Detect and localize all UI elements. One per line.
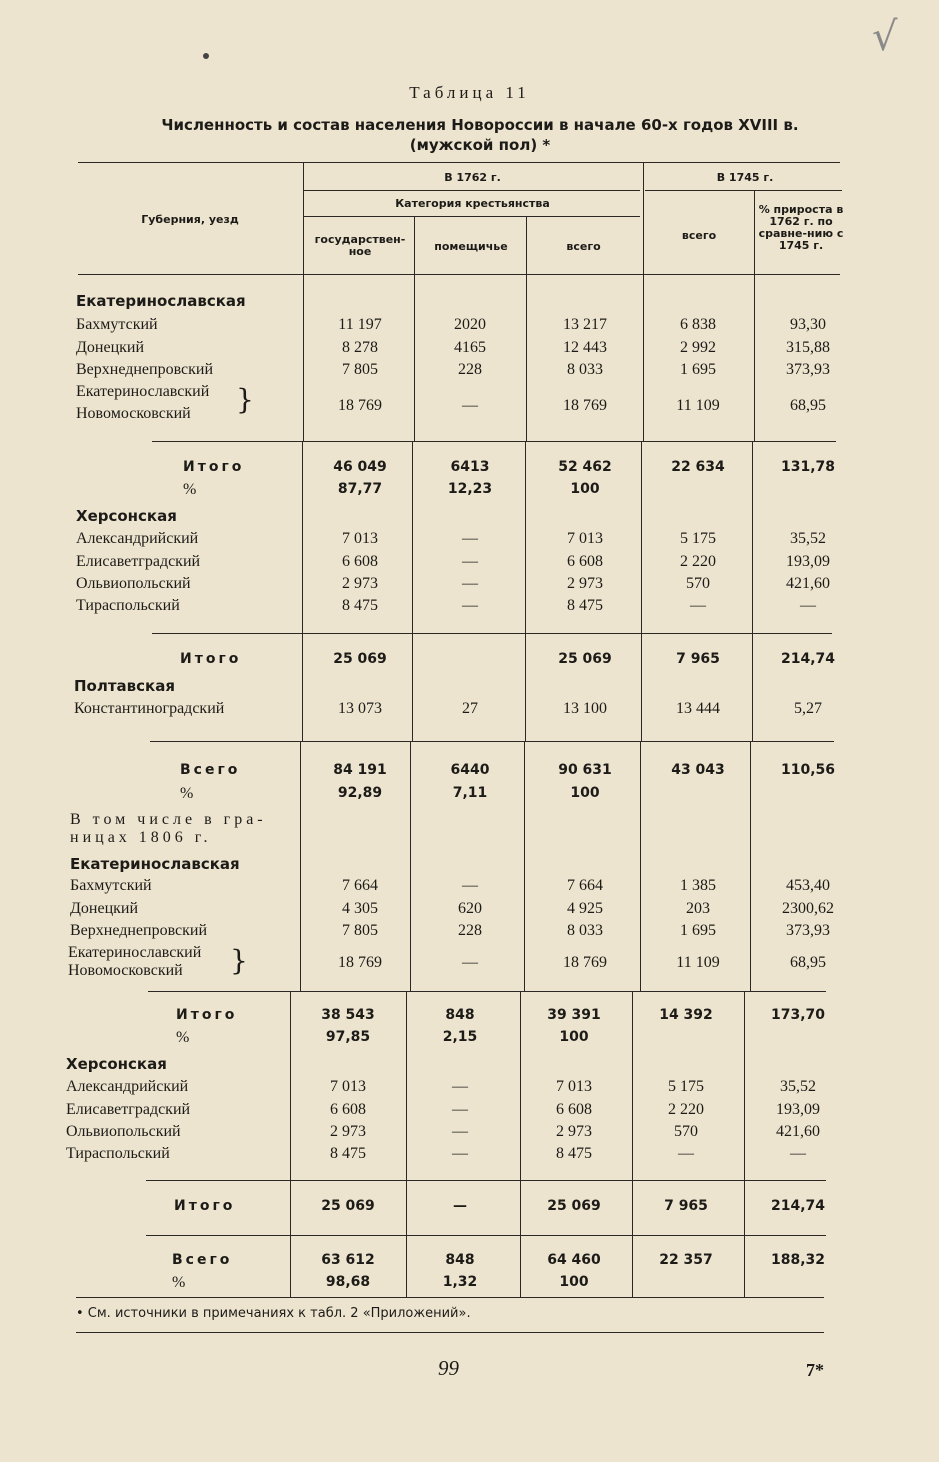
row-label: В том числе в гра- [70, 811, 267, 828]
header-bottom-rule [78, 274, 840, 275]
cell-total-1762: 39 391 [547, 1007, 601, 1023]
cell-landlord: 2020 [454, 316, 486, 333]
cell-total-1745: 2 992 [680, 339, 716, 356]
cell-state: 7 013 [342, 530, 378, 547]
cell-state: 8 475 [330, 1145, 366, 1162]
cell-total-1745: 2 220 [680, 553, 716, 570]
cell-total-1762: 13 100 [563, 700, 607, 717]
cell-growth: 373,93 [786, 922, 830, 939]
vline-b4 [641, 441, 642, 741]
total-label: Всего [180, 762, 241, 778]
row-label: Екатеринославский [76, 383, 210, 400]
row-label: Новомосковский [76, 405, 191, 422]
cell-state: 7 664 [342, 877, 378, 894]
vline-c3 [524, 741, 525, 991]
top-rule [78, 162, 840, 163]
row-label: Верхнеднепровский [76, 361, 214, 378]
cell-total-1762: 4 925 [567, 900, 603, 917]
total-label: Итого [180, 651, 242, 667]
region-heading: Херсонская [76, 507, 177, 525]
cell-total-1745: 11 109 [676, 397, 720, 414]
row-label: Александрийский [76, 530, 199, 547]
cell-growth: 188,32 [770, 1252, 826, 1268]
vline-2 [414, 216, 415, 441]
cell-landlord: — [462, 597, 478, 614]
pencil-checkmark-icon: √ [872, 14, 898, 60]
vline-b3 [525, 441, 526, 741]
region-heading: Екатеринославская [76, 292, 246, 310]
cell-total-1762: 2 973 [567, 575, 603, 592]
cell-state: 7 805 [342, 361, 378, 378]
row-label: Ольвиопольский [76, 575, 191, 592]
region-heading: Екатеринославская [70, 855, 240, 873]
page-number: 99 [438, 1356, 459, 1380]
cell-total-1745: 570 [686, 575, 710, 592]
cell-growth: 315,88 [786, 339, 830, 356]
cell-landlord: 6413 [450, 459, 490, 475]
vline-5 [754, 190, 755, 441]
title-line-2: (мужской пол) * [409, 136, 551, 154]
vline-d4 [632, 991, 633, 1297]
cell-state: 6 608 [342, 553, 378, 570]
cell-landlord: 12,23 [447, 481, 493, 497]
cell-landlord: — [462, 954, 478, 971]
cell-growth: 35,52 [780, 1078, 816, 1095]
cell-total-1745: 5 175 [668, 1078, 704, 1095]
cell-state: 84 191 [333, 762, 387, 778]
cell-landlord: — [452, 1123, 468, 1140]
header-landlord: помещичье [434, 240, 508, 253]
row-label: Верхнеднепровский [70, 922, 208, 939]
percent-label: % [172, 1274, 186, 1291]
cell-total-1762: 2 973 [556, 1123, 592, 1140]
cell-landlord: — [462, 397, 478, 414]
cell-total-1745: 7 965 [676, 651, 720, 667]
vline-c1 [300, 741, 301, 991]
cell-total-1762: 7 013 [556, 1078, 592, 1095]
cell-state: 7 013 [330, 1078, 366, 1095]
vline-c2 [410, 741, 411, 991]
cell-state: 46 049 [333, 459, 387, 475]
cell-state: 8 475 [342, 597, 378, 614]
cell-total-1745: 203 [686, 900, 710, 917]
cell-growth: — [800, 597, 816, 614]
cell-total-1762: 18 769 [563, 954, 607, 971]
vline-b2 [412, 441, 413, 741]
cell-state: 18 769 [338, 954, 382, 971]
cell-landlord: 228 [458, 361, 482, 378]
bottom-rule [76, 1332, 824, 1333]
cell-total-1762: 18 769 [563, 397, 607, 414]
total-label: Итого [174, 1198, 236, 1214]
vline-d1 [290, 991, 291, 1297]
cell-total-1745: 1 385 [680, 877, 716, 894]
cell-growth: 453,40 [786, 877, 830, 894]
region-heading: Херсонская [66, 1055, 167, 1073]
cell-landlord: — [452, 1101, 468, 1118]
row-label: Бахмутский [70, 877, 152, 894]
cell-state: 2 973 [330, 1123, 366, 1140]
cell-total-1745: 13 444 [676, 700, 720, 717]
cell-total-1745: 22 357 [659, 1252, 713, 1268]
cell-total-1762: 8 033 [567, 361, 603, 378]
cell-landlord: 4165 [454, 339, 486, 356]
percent-label: % [183, 481, 197, 498]
cell-total-1762: 8 033 [567, 922, 603, 939]
cell-growth: 193,09 [786, 553, 830, 570]
row-label: Бахмутский [76, 316, 158, 333]
cell-landlord: — [453, 1198, 467, 1214]
footnote-rule [76, 1297, 824, 1298]
cell-total-1762: 8 475 [567, 597, 603, 614]
cell-total-1745: 5 175 [680, 530, 716, 547]
cell-landlord: 7,11 [452, 785, 488, 801]
header-region: Губерния, уезд [141, 213, 239, 226]
cell-landlord: — [462, 877, 478, 894]
cell-total-1745: — [690, 597, 706, 614]
rule-sec3 [150, 741, 834, 742]
rule-sec1 [152, 441, 836, 442]
region-heading: Полтавская [74, 677, 175, 695]
total-label: Итого [183, 459, 245, 475]
cell-total-1745: 6 838 [680, 316, 716, 333]
cell-total-1745: 43 043 [671, 762, 725, 778]
cell-growth: 68,95 [790, 954, 826, 971]
header-1762: В 1762 г. [444, 171, 501, 184]
cell-landlord: 848 [445, 1252, 475, 1268]
title-line-1: Численность и состав населения Новороссии в начале 60-х годов XVIII в. [161, 116, 799, 134]
cell-total-1762: 25 069 [558, 651, 612, 667]
total-label: Итого [176, 1007, 238, 1023]
row-label: Екатеринославский [68, 944, 202, 961]
cell-state: 98,68 [325, 1274, 371, 1290]
cell-total-1762: 13 217 [563, 316, 607, 333]
cell-growth: 68,95 [790, 397, 826, 414]
vline-4 [643, 163, 644, 441]
cell-growth: — [790, 1145, 806, 1162]
cell-growth: 131,78 [780, 459, 836, 475]
cell-state: 25 069 [321, 1198, 375, 1214]
header-state: государствен-ное [314, 233, 406, 258]
row-label: ницах 1806 г. [70, 829, 212, 846]
cell-landlord: 6440 [450, 762, 490, 778]
header-growth: % прироста в 1762 г. по сравне-нию с 1745 г. [758, 203, 844, 252]
row-label: Донецкий [76, 339, 145, 356]
cell-state: 4 305 [342, 900, 378, 917]
row-label: Донецкий [70, 900, 139, 917]
row-label: Тираспольский [76, 597, 180, 614]
cell-total-1762: 90 631 [558, 762, 612, 778]
cell-total-1745: 1 695 [680, 361, 716, 378]
header-1745: В 1745 г. [716, 171, 774, 184]
brace-1: } [236, 383, 254, 416]
cell-state: 7 805 [342, 922, 378, 939]
cell-state: 6 608 [330, 1101, 366, 1118]
rule-sec4 [148, 991, 826, 992]
vline-d2 [406, 991, 407, 1297]
cell-growth: 5,27 [794, 700, 822, 717]
cell-total-1762: 7 013 [567, 530, 603, 547]
header-total-1745: всего [681, 229, 717, 242]
vline-1 [303, 163, 304, 441]
cell-landlord: 620 [458, 900, 482, 917]
cell-landlord: — [452, 1145, 468, 1162]
cell-total-1745: 14 392 [659, 1007, 713, 1023]
row-label: Елисаветградский [66, 1101, 191, 1118]
brace-2: } [230, 944, 248, 977]
row-label: Елисаветградский [76, 553, 201, 570]
vline-c5 [750, 741, 751, 991]
cell-total-1745: 22 634 [671, 459, 725, 475]
table-number: Таблица 11 [409, 83, 530, 102]
vline-b1 [302, 441, 303, 741]
cell-total-1762: 7 664 [567, 877, 603, 894]
cell-landlord: — [462, 553, 478, 570]
cell-growth: 110,56 [780, 762, 836, 778]
row-label: Константиноградский [74, 700, 225, 717]
cell-total-1762: 12 443 [563, 339, 607, 356]
header-total-1762: всего [566, 240, 601, 253]
cell-landlord: — [452, 1078, 468, 1095]
cell-landlord: 27 [462, 700, 478, 717]
cell-state: 11 197 [338, 316, 382, 333]
cell-landlord: 848 [445, 1007, 475, 1023]
vline-c4 [640, 741, 641, 991]
cell-state: 97,85 [325, 1029, 371, 1045]
cell-state: 2 973 [342, 575, 378, 592]
cell-total-1762: 100 [559, 1274, 589, 1290]
row-label: Новомосковский [68, 962, 183, 979]
vline-3 [526, 216, 527, 441]
cell-state: 8 278 [342, 339, 378, 356]
cell-total-1762: 25 069 [547, 1198, 601, 1214]
cell-growth: 93,30 [790, 316, 826, 333]
cell-growth: 214,74 [770, 1198, 826, 1214]
cell-growth: 2300,62 [782, 900, 834, 917]
cell-total-1762: 8 475 [556, 1145, 592, 1162]
cell-state: 38 543 [321, 1007, 375, 1023]
cell-landlord: 228 [458, 922, 482, 939]
cell-total-1745: 2 220 [668, 1101, 704, 1118]
rule-1762 [304, 190, 640, 191]
cell-total-1762: 64 460 [547, 1252, 601, 1268]
cell-landlord: — [462, 530, 478, 547]
header-category: Категория крестьянства [395, 197, 550, 210]
vline-b5 [752, 441, 753, 741]
cell-landlord: 2,15 [442, 1029, 478, 1045]
signature-mark: 7* [806, 1360, 824, 1380]
cell-growth: 173,70 [770, 1007, 826, 1023]
cell-growth: 214,74 [780, 651, 836, 667]
rule-1745 [645, 190, 842, 191]
row-label: Александрийский [66, 1078, 189, 1095]
cell-total-1745: 570 [674, 1123, 698, 1140]
cell-total-1745: 1 695 [680, 922, 716, 939]
table-title [90, 115, 870, 155]
cell-total-1762: 6 608 [567, 553, 603, 570]
cell-growth: 373,93 [786, 361, 830, 378]
cell-growth: 193,09 [776, 1101, 820, 1118]
cell-total-1745: 11 109 [676, 954, 720, 971]
cell-total-1762: 100 [570, 481, 600, 497]
cell-landlord: 1,32 [442, 1274, 478, 1290]
cell-state: 13 073 [338, 700, 382, 717]
cell-state: 25 069 [333, 651, 387, 667]
cell-total-1762: 100 [559, 1029, 589, 1045]
row-label: Ольвиопольский [66, 1123, 181, 1140]
percent-label: % [176, 1029, 190, 1046]
footnote: • См. источники в примечаниях к табл. 2 «Приложений». [76, 1306, 471, 1321]
percent-label: % [180, 785, 194, 802]
cell-growth: 421,60 [776, 1123, 820, 1140]
cell-landlord: — [462, 575, 478, 592]
cell-state: 18 769 [338, 397, 382, 414]
rule-category [304, 216, 640, 217]
cell-growth: 35,52 [790, 530, 826, 547]
vline-d5 [744, 991, 745, 1297]
rule-sec2 [152, 633, 832, 634]
vline-d3 [520, 991, 521, 1297]
total-label: Всего [172, 1252, 233, 1268]
cell-total-1745: 7 965 [664, 1198, 708, 1214]
rule-sec5 [146, 1180, 826, 1181]
cell-total-1762: 6 608 [556, 1101, 592, 1118]
cell-total-1745: — [678, 1145, 694, 1162]
row-label: Тираспольский [66, 1145, 170, 1162]
cell-growth: 421,60 [786, 575, 830, 592]
cell-state: 63 612 [321, 1252, 375, 1268]
cell-state: 87,77 [337, 481, 383, 497]
rule-sec6 [146, 1235, 826, 1236]
cell-total-1762: 52 462 [558, 459, 612, 475]
cell-total-1762: 100 [570, 785, 600, 801]
cell-state: 92,89 [337, 785, 383, 801]
ink-dot [203, 53, 209, 59]
